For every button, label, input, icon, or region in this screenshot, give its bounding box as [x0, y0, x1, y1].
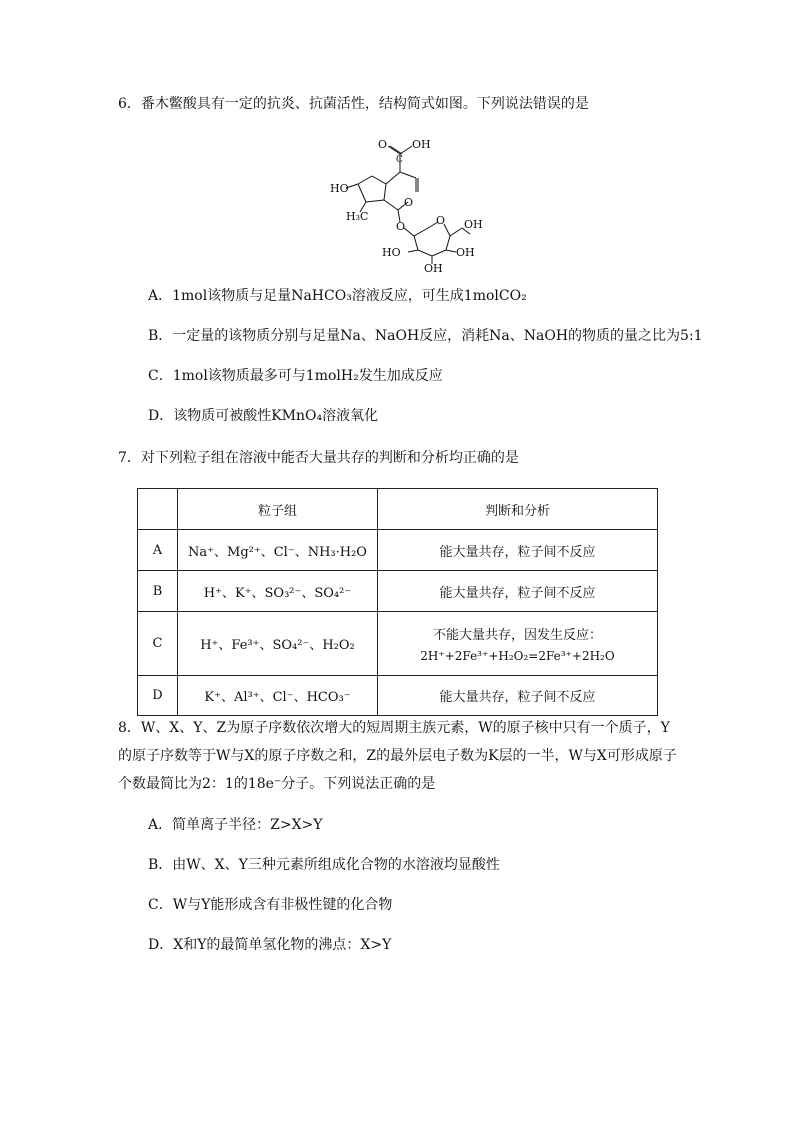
row-ions: Na⁺、Mg²⁺、Cl⁻、NH₃·H₂O — [178, 530, 378, 571]
row-ions: K⁺、Al³⁺、Cl⁻、HCO₃⁻ — [178, 676, 378, 716]
row-ions: H⁺、K⁺、SO₃²⁻、SO₄²⁻ — [178, 571, 378, 612]
mol-label-o-link: O — [396, 220, 406, 233]
q8-option-a: A．简单离子半径：Z>X>Y — [148, 817, 323, 833]
molecule-structure — [320, 132, 483, 275]
row-label: A — [138, 530, 178, 571]
mol-label-o-ring: O — [404, 196, 414, 209]
q8-stem-line-2: 的原子序数等于W与X的原子序数之和，Z的最外层电子数为K层的一半，W与X可形成原子 — [118, 748, 677, 764]
mol-label-ho-left: HO — [382, 246, 401, 259]
row-analysis — [378, 612, 658, 676]
mol-label-oh-r2: OH — [456, 246, 475, 259]
q8-option-c: C．W与Y能形成含有非极性键的化合物 — [148, 897, 393, 913]
q8-stem-line-3: 个数最简比为2：1的18e⁻分子。下列说法正确的是 — [118, 776, 436, 792]
q8-stem-line-1: 8．W、X、Y、Z为原子序数依次增大的短周期主族元素，W的原子核中只有一个质子，Y — [118, 720, 670, 736]
mol-label-ho: HO — [330, 182, 349, 195]
mol-label-o-top: O — [378, 138, 388, 151]
table-header-cell — [138, 489, 178, 530]
mol-label-oh-acid: OH — [412, 138, 431, 151]
table-row — [138, 676, 658, 716]
q6-stem: 6．番木鳖酸具有一定的抗炎、抗菌活性，结构简式如图。下列说法错误的是 — [118, 96, 589, 112]
table-header-cell: 判断和分析 — [378, 489, 658, 530]
mol-label-c: C — [396, 155, 403, 165]
q8-option-d: D．X和Y的最简单氢化物的沸点：X>Y — [148, 937, 392, 953]
row-ions: H⁺、Fe³⁺、SO₄²⁻、H₂O₂ — [178, 612, 378, 676]
table-header-row — [138, 489, 658, 530]
row-label: B — [138, 571, 178, 612]
mol-label-o-sugar: O — [436, 214, 446, 227]
q6-option-a: A．1mol该物质与足量NaHCO₃溶液反应，可生成1molCO₂ — [148, 288, 527, 304]
q6-option-b: B．一定量的该物质分别与足量Na、NaOH反应，消耗Na、NaOH的物质的量之比为5:1 — [148, 328, 703, 344]
row-label: C — [138, 612, 178, 676]
mol-label-h3c: H₃C — [346, 210, 369, 223]
mol-label-oh-bottom: OH — [424, 262, 443, 275]
q7-stem: 7．对下列粒子组在溶液中能否大量共存的判断和分析均正确的是 — [118, 450, 519, 466]
row-analysis-equation: 2H⁺+2Fe³⁺+H₂O₂=2Fe³⁺+2H₂O — [420, 649, 615, 663]
row-analysis: 能大量共存，粒子间不反应 — [378, 676, 658, 716]
q6-option-d: D．该物质可被酸性KMnO₄溶液氧化 — [148, 408, 379, 424]
table-row — [138, 571, 658, 612]
table-row — [138, 530, 658, 571]
table-row — [138, 612, 658, 676]
table-header-cell: 粒子组 — [178, 489, 378, 530]
q8-option-b: B．由W、X、Y三种元素所组成化合物的水溶液均显酸性 — [148, 857, 500, 873]
mol-label-oh-right: OH — [464, 218, 483, 231]
ion-table — [137, 488, 658, 716]
row-label: D — [138, 676, 178, 716]
row-analysis: 能大量共存，粒子间不反应 — [378, 571, 658, 612]
row-analysis-line1: 不能大量共存，因发生反应： — [432, 628, 602, 643]
q6-option-c: C．1mol该物质最多可与1molH₂发生加成反应 — [148, 368, 443, 384]
row-analysis: 能大量共存，粒子间不反应 — [378, 530, 658, 571]
